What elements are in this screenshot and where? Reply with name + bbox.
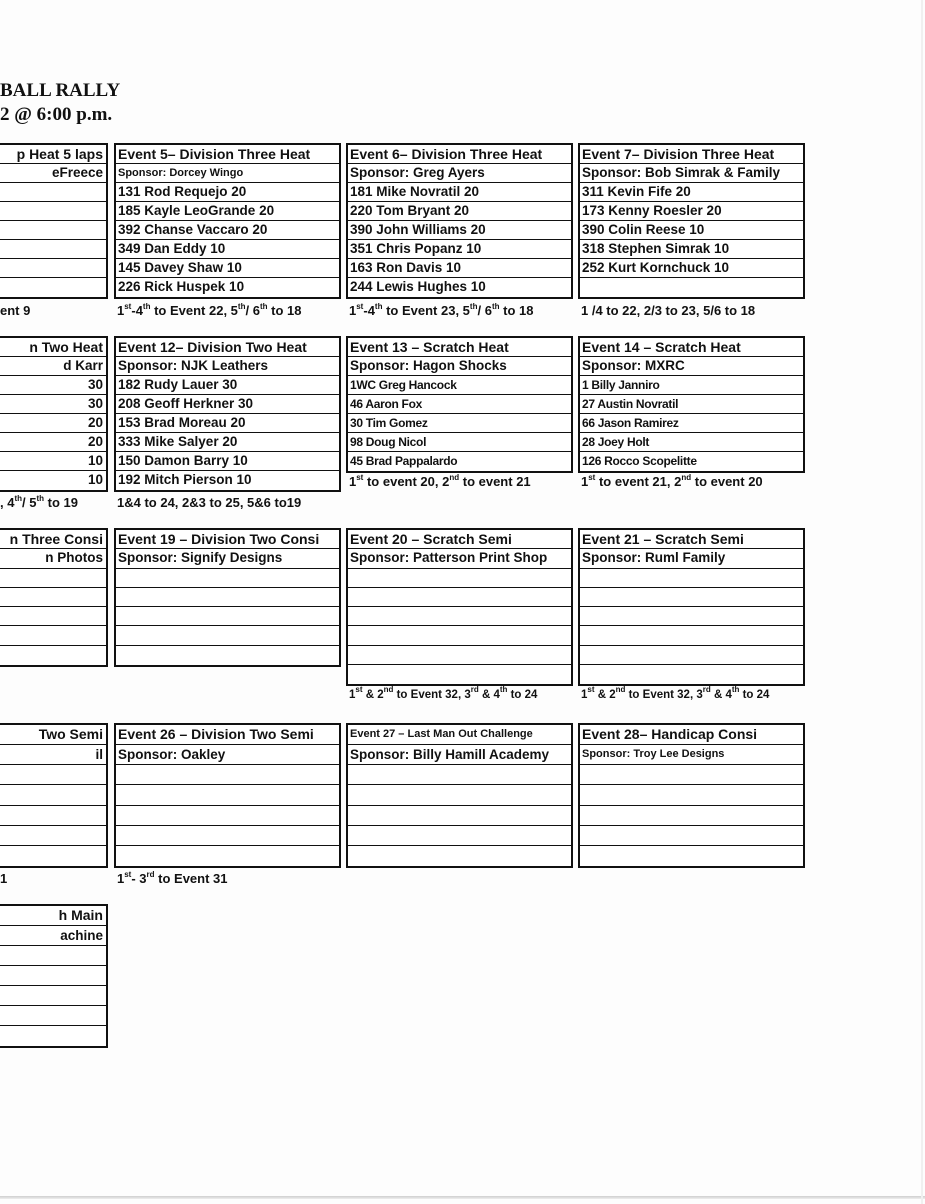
rider-line: 66 Jason Ramirez bbox=[580, 414, 803, 433]
rider-line: 1WC Greg Hancock bbox=[348, 376, 571, 395]
rider-line: 185 Kayle LeoGrande 20 bbox=[116, 202, 339, 221]
rider-line: 153 Brad Moreau 20 bbox=[116, 414, 339, 433]
advancement-note: 1st & 2nd to Event 32, 3rd & 4th to 24 bbox=[349, 685, 538, 701]
rider-line bbox=[116, 569, 339, 588]
sponsor-line: achine bbox=[0, 926, 106, 946]
event-box-partial-row4 bbox=[0, 723, 108, 868]
sponsor-line: d Karr bbox=[0, 357, 106, 376]
event-title: Event 27 – Last Man Out Challenge bbox=[348, 725, 571, 745]
rider-line bbox=[116, 826, 339, 846]
sponsor-line: Sponsor: Signify Designs bbox=[116, 549, 339, 568]
rider-line bbox=[580, 278, 803, 297]
rider-line: 226 Rick Huspek 10 bbox=[118, 279, 245, 294]
rider-line bbox=[348, 665, 571, 684]
rider-line: 30 bbox=[0, 376, 106, 395]
rider-line bbox=[580, 765, 803, 785]
rider-line bbox=[348, 626, 571, 645]
event-13-box bbox=[346, 336, 573, 473]
event-26-box bbox=[114, 723, 341, 868]
rider-line bbox=[0, 221, 106, 240]
rider-line: 252 Kurt Kornchuck 10 bbox=[580, 259, 803, 278]
rider-line bbox=[580, 607, 803, 626]
event-20-box bbox=[346, 528, 573, 686]
event-14-box bbox=[578, 336, 805, 473]
rider-line: 126 Rocco Scopelitte bbox=[582, 454, 697, 468]
rider-line: 390 Colin Reese 10 bbox=[580, 221, 803, 240]
title-line-1: BALL RALLY bbox=[0, 80, 121, 101]
sponsor-line: Sponsor: Hagon Shocks bbox=[348, 357, 571, 376]
rider-line bbox=[0, 1006, 106, 1026]
event-5-box bbox=[114, 143, 341, 299]
rider-line: 46 Aaron Fox bbox=[348, 395, 571, 414]
rider-line bbox=[0, 183, 106, 202]
rider-line bbox=[348, 569, 571, 588]
title-line-2: 2 @ 6:00 p.m. bbox=[0, 104, 113, 125]
rider-line bbox=[0, 1026, 106, 1046]
event-title: Event 21 – Scratch Semi bbox=[580, 530, 803, 549]
rider-line bbox=[580, 626, 803, 645]
rider-line: 150 Damon Barry 10 bbox=[116, 452, 339, 471]
rider-line: 28 Joey Holt bbox=[580, 433, 803, 452]
advancement-note: 1&4 to 24, 2&3 to 25, 5&6 to19 bbox=[117, 495, 302, 510]
rider-line bbox=[580, 846, 803, 866]
event-title: h Main bbox=[0, 906, 106, 926]
rider-line: 244 Lewis Hughes 10 bbox=[350, 279, 486, 294]
rider-line: 173 Kenny Roesler 20 bbox=[580, 202, 803, 221]
event-title: Event 5– Division Three Heat bbox=[116, 145, 339, 164]
event-21-box bbox=[578, 528, 805, 686]
rider-line bbox=[0, 607, 106, 626]
event-title: Event 7– Division Three Heat bbox=[580, 145, 803, 164]
event-27-box bbox=[346, 723, 573, 868]
rider-line: 333 Mike Salyer 20 bbox=[116, 433, 339, 452]
rider-line bbox=[0, 646, 106, 665]
rider-line bbox=[0, 946, 106, 966]
event-title: Event 28– Handicap Consi bbox=[580, 725, 803, 745]
sponsor-line: Sponsor: MXRC bbox=[580, 357, 803, 376]
sponsor-line: Sponsor: Troy Lee Designs bbox=[580, 745, 803, 765]
rider-line: 30 bbox=[0, 395, 106, 414]
rider-line: 351 Chris Popanz 10 bbox=[348, 240, 571, 259]
advancement-note: 1st-4th to Event 22, 5th/ 6th to 18 bbox=[117, 302, 302, 318]
rider-line: 10 bbox=[87, 472, 103, 487]
rider-line bbox=[348, 826, 571, 846]
rider-line: 20 bbox=[0, 414, 106, 433]
sponsor-line: n Photos bbox=[0, 549, 106, 568]
rider-line: 163 Ron Davis 10 bbox=[348, 259, 571, 278]
event-box-partial-row5 bbox=[0, 904, 108, 1048]
page-edge-shadow bbox=[0, 1196, 925, 1199]
event-7-box bbox=[578, 143, 805, 299]
rider-line bbox=[580, 588, 803, 607]
event-28-box bbox=[578, 723, 805, 868]
rider-line: 392 Chanse Vaccaro 20 bbox=[116, 221, 339, 240]
sponsor-line: Sponsor: Ruml Family bbox=[580, 549, 803, 568]
rider-line bbox=[580, 826, 803, 846]
advancement-note: 1st & 2nd to Event 32, 3rd & 4th to 24 bbox=[581, 685, 770, 701]
page-edge-right bbox=[921, 0, 923, 1204]
sponsor-line: Sponsor: Greg Ayers bbox=[348, 164, 571, 183]
rider-line: 220 Tom Bryant 20 bbox=[348, 202, 571, 221]
sponsor-line: Sponsor: Oakley bbox=[116, 745, 339, 765]
rider-line bbox=[116, 765, 339, 785]
rider-line bbox=[116, 626, 339, 645]
event-title: Event 6– Division Three Heat bbox=[348, 145, 571, 164]
rider-line bbox=[0, 986, 106, 1006]
rider-line bbox=[116, 588, 339, 607]
rider-line bbox=[116, 607, 339, 626]
advancement-note: , 4th/ 5th to 19 bbox=[0, 494, 79, 510]
rider-line bbox=[116, 646, 339, 665]
advancement-note: 1 bbox=[0, 871, 8, 886]
rider-line bbox=[0, 806, 106, 826]
event-6-box bbox=[346, 143, 573, 299]
sponsor-line: Sponsor: Billy Hamill Academy bbox=[348, 745, 571, 765]
advancement-note: 1 /4 to 22, 2/3 to 23, 5/6 to 18 bbox=[581, 303, 756, 318]
rider-line bbox=[348, 646, 571, 665]
event-19-box bbox=[114, 528, 341, 667]
rider-line bbox=[580, 646, 803, 665]
rider-line: 45 Brad Pappalardo bbox=[350, 454, 458, 468]
rider-line bbox=[116, 806, 339, 826]
rider-line bbox=[580, 569, 803, 588]
advancement-note: 1st-4th to Event 23, 5th/ 6th to 18 bbox=[349, 302, 534, 318]
event-box-partial-row1 bbox=[0, 143, 108, 299]
sponsor-line: il bbox=[0, 745, 106, 765]
event-title: Event 13 – Scratch Heat bbox=[348, 338, 571, 357]
rider-line: 390 John Williams 20 bbox=[348, 221, 571, 240]
event-title: n Three Consi bbox=[0, 530, 106, 549]
event-title: Event 20 – Scratch Semi bbox=[348, 530, 571, 549]
rider-line: 192 Mitch Pierson 10 bbox=[118, 472, 252, 487]
rider-line: 20 bbox=[0, 433, 106, 452]
rider-line: 27 Austin Novratil bbox=[580, 395, 803, 414]
rider-line: 10 bbox=[0, 452, 106, 471]
rider-line bbox=[348, 588, 571, 607]
rider-line bbox=[0, 259, 106, 278]
event-title: p Heat 5 laps bbox=[0, 145, 106, 164]
sponsor-line: Sponsor: Dorcey Wingo bbox=[116, 164, 339, 183]
rider-line bbox=[580, 806, 803, 826]
rider-line: 98 Doug Nicol bbox=[348, 433, 571, 452]
rider-line bbox=[348, 607, 571, 626]
event-title: Event 26 – Division Two Semi bbox=[116, 725, 339, 745]
rider-line bbox=[0, 569, 106, 588]
rider-line bbox=[0, 588, 106, 607]
advancement-note: 1st to event 20, 2nd to event 21 bbox=[349, 473, 531, 489]
sponsor-line: Sponsor: Patterson Print Shop bbox=[348, 549, 571, 568]
event-box-partial-row3 bbox=[0, 528, 108, 667]
event-title: Event 14 – Scratch Heat bbox=[580, 338, 803, 357]
advancement-note: 1st to event 21, 2nd to event 20 bbox=[581, 473, 763, 489]
advancement-note: 1st- 3rd to Event 31 bbox=[117, 870, 228, 886]
rider-line: 1 Billy Janniro bbox=[580, 376, 803, 395]
rider-line: 318 Stephen Simrak 10 bbox=[580, 240, 803, 259]
event-title: Event 12– Division Two Heat bbox=[116, 338, 339, 357]
event-title: n Two Heat bbox=[0, 338, 106, 357]
rider-line: 181 Mike Novratil 20 bbox=[348, 183, 571, 202]
rider-line bbox=[116, 785, 339, 805]
sponsor-line: eFreece bbox=[0, 164, 106, 183]
rider-line: 145 Davey Shaw 10 bbox=[116, 259, 339, 278]
advancement-note: ent 9 bbox=[0, 303, 31, 318]
rider-line bbox=[348, 806, 571, 826]
rider-line: 30 Tim Gomez bbox=[348, 414, 571, 433]
rider-line bbox=[580, 665, 803, 684]
event-title: Event 19 – Division Two Consi bbox=[116, 530, 339, 549]
rider-line bbox=[0, 765, 106, 785]
rider-line: 131 Rod Requejo 20 bbox=[116, 183, 339, 202]
rider-line bbox=[0, 785, 106, 805]
sponsor-line: Sponsor: Bob Simrak & Family bbox=[580, 164, 803, 183]
rider-line bbox=[116, 846, 339, 866]
rider-line bbox=[0, 240, 106, 259]
rider-line: 182 Rudy Lauer 30 bbox=[116, 376, 339, 395]
rider-line bbox=[0, 966, 106, 986]
rider-line: 349 Dan Eddy 10 bbox=[116, 240, 339, 259]
rider-line: 311 Kevin Fife 20 bbox=[580, 183, 803, 202]
rider-line bbox=[0, 202, 106, 221]
rider-line bbox=[0, 826, 106, 846]
rider-line bbox=[0, 626, 106, 645]
event-12-box bbox=[114, 336, 341, 492]
rider-line bbox=[0, 846, 106, 866]
rider-line bbox=[0, 278, 106, 297]
rider-line bbox=[348, 846, 571, 866]
rider-line bbox=[580, 785, 803, 805]
event-title: Two Semi bbox=[0, 725, 106, 745]
rider-line bbox=[348, 785, 571, 805]
sponsor-line: Sponsor: NJK Leathers bbox=[116, 357, 339, 376]
rider-line: 208 Geoff Herkner 30 bbox=[116, 395, 339, 414]
event-box-partial-row2 bbox=[0, 336, 108, 492]
rider-line bbox=[348, 765, 571, 785]
